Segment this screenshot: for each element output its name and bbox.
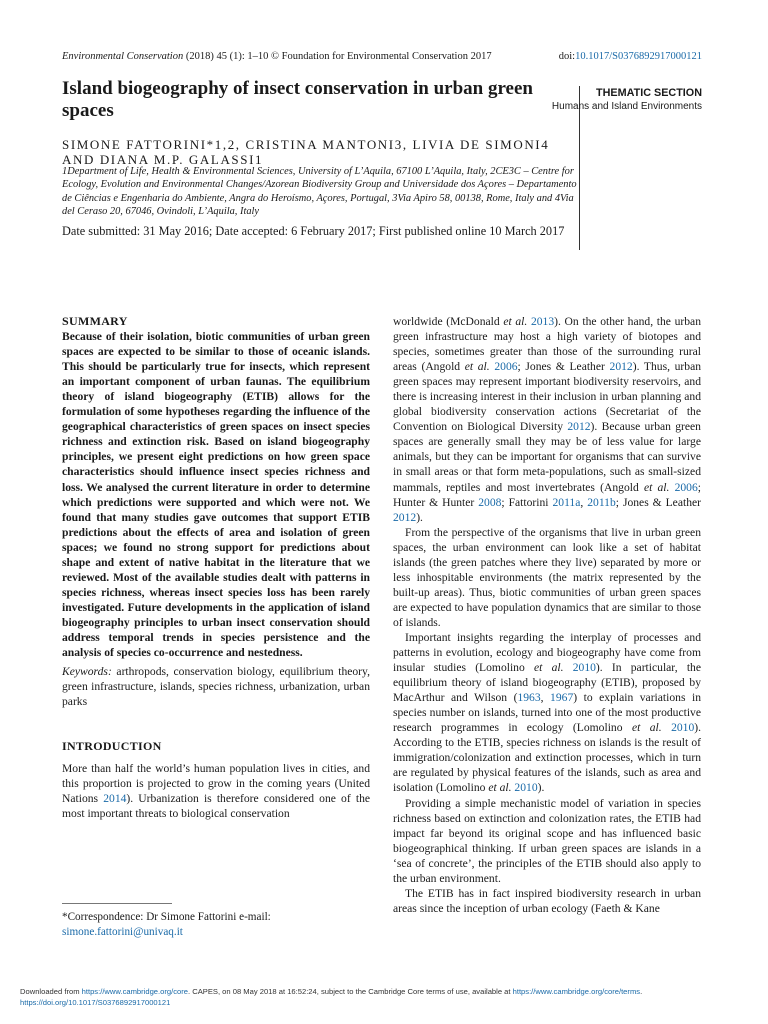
citation-link[interactable]: 2006 [494,360,518,374]
correspondence-footnote [62,910,370,940]
email-link[interactable]: simone.fattorini@univaq.it [62,926,183,938]
body-paragraph [393,314,701,525]
introduction-paragraph [62,761,370,821]
keywords-label: Keywords: [62,665,112,679]
journal-name: Environmental Conservation [62,51,184,62]
doi-link[interactable]: 10.1017/S0376892917000121 [575,51,702,62]
footer-line [20,998,750,1009]
citation-link[interactable]: 2012 [609,360,633,374]
text-run: ). On the other hand, the urban green infrastructure may host a high variety of biotopes and species, sometimes greater than those of the surrounding rural areas (Angold [393,315,701,374]
text-run: ; Hunter & Hunter [393,480,701,509]
intro-text-part: More than half the world’s human population lives in cities, and this proportion is projected to grow in the coming years (United Nations [62,762,370,806]
citation-link[interactable]: 1963 [517,691,541,705]
footer-link[interactable]: https://www.cambridge.org/core/terms [512,987,641,996]
right-column [393,314,701,916]
citation-link[interactable]: 2010 [572,661,596,675]
footer-text: . CAPES, on 08 May 2018 at 16:52:24, subject to the Cambridge Core terms of use, available at [188,987,513,996]
submission-dates: Date submitted: 31 May 2016; Date accepted: 6 February 2017; First published online 10 March 2017 [62,224,565,238]
citation-link[interactable]: 2011a [552,495,581,509]
citation-info: (2018) 45 (1): 1–10 © Foundation for Environmental Conservation 2017 [183,51,492,62]
summary-text: Because of their isolation, biotic communities of urban green spaces are expected to be similar to those of oceanic islands. This should be particularly true for insects, which represent an important component of urban faunas. The equilibrium theory of island biogeography (ETIB) allows for the formulation of some hypotheses regarding the influence of the geographical characteristics of green spaces on insect species richness and extinction risk. Based on island biogeography principles, we present eight predictions on how green space characteristics should influence insect species richness and loss. We analysed the current literature in order to determine which predictions were supported and which were not. We found that many studies gave outcomes that support ETIB predictions about the effects of area and isolation of green spaces; we found no strong support for predictions about shape and extent of native habitat in the literature that we reviewed. Most of the available studies dealt with patterns in species richness, whereas insect species loss has been rarely investigated. Future developments in the application of island biogeography principles to urban insect conservation should address temporal trends in species persistence and the analysis of species co-occurrence and nestedness. [62,330,370,660]
text-run: et al. [503,315,528,328]
text-run: ). According to the ETIB, species richness on islands is the result of immigration/colonization and extinction processes, which in turn are regulated by physical features of the islands, such as area and isolation (Lomolino [393,721,702,795]
affiliations: 1Department of Life, Health & Environmental Sciences, University of L’Aquila, 67100 L’Aquila, Italy, 2CE3C – Centre for Ecology, Evolution and Environmental Changes/Azorean Biodiversity Group and Universidade dos Açores – Departamento de Ciências e Engenharia do Ambiente, Angra do Heroísmo, Açores, Portugal, 3Via Apiro 58, 00138, Rome, Italy and 4Via del Ceraso 20, 67046, Ovindoli, L’Aquila, Italy [62,166,577,218]
keywords [62,664,370,709]
author-list: SIMONE FATTORINI*1,2, CRISTINA MANTONI3, LIVIA DE SIMONI4 AND DIANA M.P. GALASSI1 [62,137,550,167]
text-run: Important insights regarding the interplay of processes and patterns in evolution, ecology and biogeography have come from insular studies (Lomolino [393,630,701,675]
citation-link[interactable]: 2014 [103,792,127,806]
introduction-heading: INTRODUCTION [62,739,162,754]
footer-line [20,987,750,998]
text-run: , [580,495,588,509]
text-run: ). In particular, the equilibrium theory of island biogeography (ETIB), proposed by MacArthur and Wilson ( [393,661,701,705]
keywords-text: arthropods, conservation biology, equilibrium theory, green infrastructure, islands, species richness, urbanization, urban parks [62,665,370,709]
text-run: et al. [488,781,512,795]
footer-doi-link[interactable]: https://doi.org/10.1017/S0376892917000121 [20,997,171,1007]
left-column [62,314,370,821]
text-run: et al. [464,360,490,374]
citation-link[interactable]: 2011b [587,495,616,509]
summary-heading: SUMMARY [62,314,128,328]
text-run: ; Jones & Leather [517,360,610,374]
doi-prefix: doi: [558,51,576,62]
text-run: ; Fattorini [501,495,553,509]
text-run: , [540,691,551,705]
text-run: et al. [643,480,670,494]
intro-text-part: ). Urbanization is therefore considered one of the most important threats to biological conservation [62,792,371,821]
text-run: ; Jones & Leather [615,495,702,509]
text-run: ). [537,781,545,795]
text-run: ). [416,510,423,524]
citation-link[interactable]: 2012 [567,420,591,434]
thematic-section [532,86,702,114]
text-run: Providing a simple mechanistic model of variation in species richness based on extinction and colonization rates, the ETIB had impact far beyond its original scope and has influenced basic biogeographical thinking. If urban green spaces are islands in a ‘sea of concrete’, the principles of the ETIB should also apply to the urban environment. [393,796,701,885]
article-title: Island biogeography of insect conservation in urban green spaces [62,78,533,121]
text-run: ). Because urban green spaces are generally small they may be of less value for large animals, but they can be important for organisms that can survive in small areas or that form meta-populations, such as small-sized mammals, reptiles and most invertebrates (Angold [393,420,701,494]
text-run [564,661,573,674]
footer-text: . [640,987,643,996]
doi-header [559,51,702,62]
body-paragraph [393,886,701,916]
body-paragraph [393,525,701,630]
text-run: ). Thus, urban green spaces may represent important biodiversity reservoirs, and there is increasing interest in their inclusion in urban planning and global biodiversity conservation actions (Secretariat of the Convention on Biological Diversity [393,360,702,434]
text-run: et al. [534,661,564,675]
citation-link[interactable]: 2012 [393,510,417,524]
running-header [62,51,492,62]
citation-link[interactable]: 2010 [671,721,695,735]
text-run: From the perspective of the organisms that live in urban green spaces, the urban environment can look like a set of habitat islands (the green patches where they live) separated by more or less inhospitable environments (the matrix represented by the built-up areas). Thus, biotic communities of urban green spaces are expected to have population dynamics that are similar to those of islands. [393,525,701,629]
body-paragraph [393,796,701,886]
footnote-text: *Correspondence: Dr Simone Fattorini e-mail: [62,911,271,923]
citation-link[interactable]: 2010 [514,781,538,795]
footnote-rule [62,903,172,904]
footer-link[interactable]: https://www.cambridge.org/core [81,987,188,996]
text-run: ) to explain variations in species number on islands, turned into one of the most productive research programmes in ecology (Lomolino [393,691,701,735]
citation-link[interactable]: 2006 [674,480,698,494]
text-run: worldwide (McDonald [393,315,504,328]
thematic-label: THEMATIC SECTION [596,87,702,99]
thematic-topic: Humans and Island Environments [551,101,702,112]
body-paragraph [393,630,701,796]
text-run: The ETIB has in fact inspired biodiversity research in urban areas since the inception of urban ecology (Faeth & Kane [393,886,701,915]
footer-text: Downloaded from [20,987,82,996]
text-run [662,721,671,734]
citation-link[interactable]: 1967 [550,691,574,705]
citation-link[interactable]: 2008 [478,495,502,509]
download-footer [20,987,750,1008]
citation-link[interactable]: 2013 [530,315,555,328]
text-run: et al. [631,721,662,735]
